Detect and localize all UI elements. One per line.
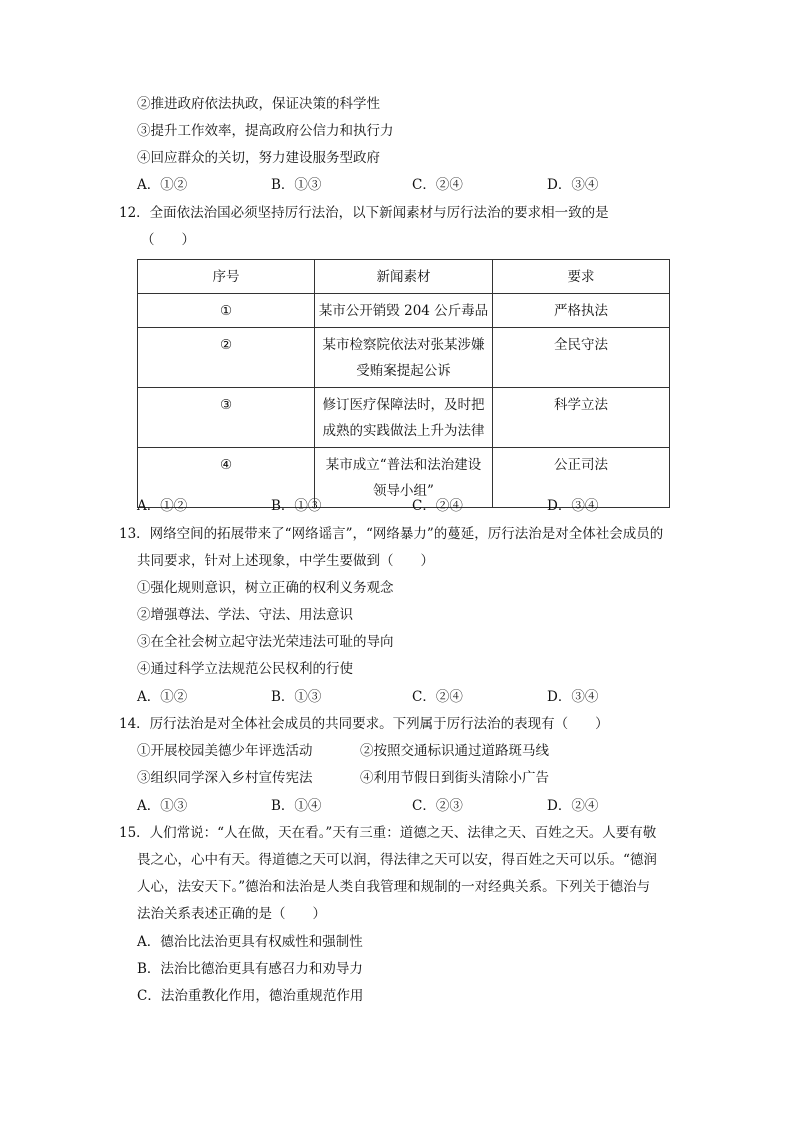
q15-option-b: B．法治比德治更具有感召力和劝导力 bbox=[137, 961, 363, 977]
table-cell: 严格执法 bbox=[493, 294, 670, 328]
q11-option-b: B．①③ bbox=[271, 177, 322, 193]
q14-stem: 14．厉行法治是对全体社会成员的共同要求。下列属于厉行法治的表现有（ ） bbox=[119, 716, 609, 732]
q13-option-b: B．①③ bbox=[271, 689, 322, 705]
q12-option-b: B．①③ bbox=[271, 498, 322, 514]
table-header-cell: 要求 bbox=[493, 260, 670, 294]
q12-table bbox=[137, 259, 670, 508]
table-cell: 公正司法 bbox=[493, 448, 670, 508]
q13-option-c: C．②④ bbox=[412, 689, 463, 705]
table-cell: ④ bbox=[138, 448, 315, 508]
table-cell: 全民守法 bbox=[493, 328, 670, 388]
q12-option-a: A．①② bbox=[137, 498, 188, 514]
q13-option-d: D．③④ bbox=[547, 689, 599, 705]
q13-option-a: A．①② bbox=[137, 689, 188, 705]
q14-option-b: B．①④ bbox=[271, 798, 322, 814]
q13-item-4: ④通过科学立法规范公民权利的行使 bbox=[137, 661, 353, 677]
table-cell: ① bbox=[138, 294, 315, 328]
q11-option-d: D．③④ bbox=[547, 177, 599, 193]
table-row bbox=[138, 328, 670, 388]
q14-option-a: A．①③ bbox=[137, 798, 188, 814]
q14-item-3: ③组织同学深入乡村宣传宪法 bbox=[137, 770, 313, 786]
q11-item-4: ④回应群众的关切，努力建设服务型政府 bbox=[137, 150, 380, 166]
q12-option-c: C．②④ bbox=[412, 498, 463, 514]
q12-stem-bracket: （ ） bbox=[141, 232, 195, 248]
q11-option-a: A．①② bbox=[137, 177, 188, 193]
q14-options bbox=[137, 796, 657, 816]
table-cell: 某市公开销毁 204 公斤毒品 bbox=[315, 294, 493, 328]
q11-option-c: C．②④ bbox=[412, 177, 463, 193]
table-cell: 科学立法 bbox=[493, 388, 670, 448]
q15-option-c: C．法治重教化作用，德治重规范作用 bbox=[137, 988, 364, 1004]
q15-stem-line-2: 畏之心，心中有天。得道德之天可以润，得法律之天可以安，得百姓之天可以乐。“德润 bbox=[137, 852, 657, 868]
q13-item-2: ②增强尊法、学法、守法、用法意识 bbox=[137, 607, 353, 623]
table-header-cell: 序号 bbox=[138, 260, 315, 294]
table-header-cell: 新闻素材 bbox=[315, 260, 493, 294]
q14-items-row-1 bbox=[137, 741, 667, 761]
q14-option-d: D．②④ bbox=[547, 798, 599, 814]
q13-stem: 13．网络空间的拓展带来了“网络谣言”，“网络暴力”的蔓延，厉行法治是对全体社会成员的 bbox=[119, 526, 664, 542]
q14-item-4: ④利用节假日到街头清除小广告 bbox=[360, 770, 549, 786]
q12-options bbox=[137, 496, 657, 516]
q11-options bbox=[137, 175, 657, 195]
table-row bbox=[138, 294, 670, 328]
q13-options bbox=[137, 687, 657, 707]
q13-item-1: ①强化规则意识，树立正确的权利义务观念 bbox=[137, 580, 394, 596]
q14-items-row-2 bbox=[137, 768, 667, 788]
q12-option-d: D．③④ bbox=[547, 498, 599, 514]
q13-item-3: ③在全社会树立起守法光荣违法可耻的导向 bbox=[137, 634, 394, 650]
q11-item-2: ②推进政府依法执政，保证决策的科学性 bbox=[137, 96, 380, 112]
q11-item-3: ③提升工作效率，提高政府公信力和执行力 bbox=[137, 123, 394, 139]
q15-stem-line-1: 15．人们常说：“人在做，天在看。”天有三重：道德之天、法律之天、百姓之天。人要有敬 bbox=[119, 825, 657, 841]
q14-item-2: ②按照交通标识通过道路斑马线 bbox=[360, 743, 549, 759]
table-cell: ③ bbox=[138, 388, 315, 448]
table-header-row bbox=[138, 260, 670, 294]
q14-option-c: C．②③ bbox=[412, 798, 463, 814]
q14-item-1: ①开展校园美德少年评选活动 bbox=[137, 743, 313, 759]
q13-stem-cont: 共同要求，针对上述现象，中学生要做到（ ） bbox=[137, 553, 434, 569]
table-cell: 某市检察院依法对张某涉嫌受贿案提起公诉 bbox=[315, 328, 493, 388]
q15-stem-line-3: 人心，法安天下。”德治和法治是人类自我管理和规制的一对经典关系。下列关于德治与 bbox=[137, 879, 651, 895]
table-row bbox=[138, 388, 670, 448]
table-cell: 某市成立“普法和法治建设领导小组” bbox=[315, 448, 493, 508]
q15-stem-line-4: 法治关系表述正确的是（ ） bbox=[137, 906, 326, 922]
q12-stem: 12．全面依法治国必须坚持厉行法治，以下新闻素材与厉行法治的要求相一致的是 bbox=[119, 205, 609, 221]
table-cell: ② bbox=[138, 328, 315, 388]
table-cell: 修订医疗保障法时，及时把成熟的实践做法上升为法律 bbox=[315, 388, 493, 448]
q15-option-a: A．德治比法治更具有权威性和强制性 bbox=[137, 934, 363, 950]
